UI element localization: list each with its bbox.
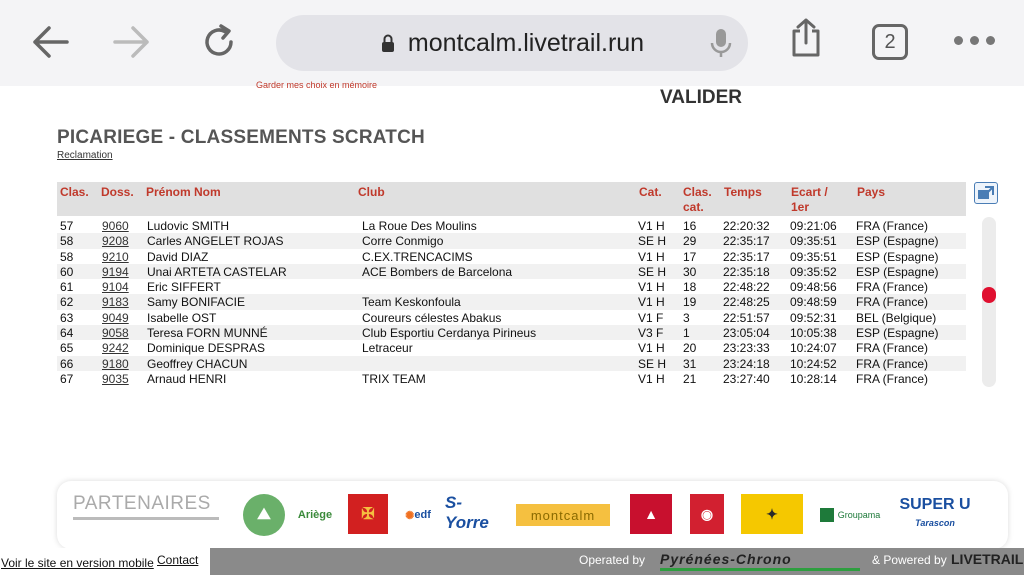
cell-bib[interactable]: 9058 bbox=[102, 326, 129, 341]
cell-rank: 57 bbox=[60, 219, 74, 233]
header-rank[interactable]: Clas. bbox=[60, 185, 89, 199]
lock-icon bbox=[380, 33, 396, 53]
validate-button[interactable]: VALIDER bbox=[660, 87, 742, 108]
cell-cat: SE H bbox=[638, 234, 667, 249]
cell-bib[interactable]: 9060 bbox=[102, 219, 129, 233]
mountain-logo-icon[interactable]: ⛰ bbox=[243, 494, 285, 536]
cell-time: 23:27:40 bbox=[723, 371, 770, 386]
cell-gap: 10:05:38 bbox=[790, 326, 837, 341]
cell-bib[interactable]: 9194 bbox=[102, 264, 129, 279]
pyrenees-chrono-logo[interactable]: Pyrénées-Chrono bbox=[660, 551, 792, 567]
remember-choices-link[interactable]: Garder mes choix en mémoire bbox=[256, 80, 378, 90]
cell-rank: 58 bbox=[60, 249, 74, 264]
super-u-logo[interactable]: SUPER U Tarascon bbox=[899, 496, 971, 528]
cell-bib[interactable]: 9035 bbox=[102, 371, 129, 386]
cell-name: Unai ARTETA CASTELAR bbox=[147, 264, 287, 279]
cell-country: FRA (France) bbox=[856, 371, 929, 386]
cell-bib[interactable]: 9208 bbox=[102, 234, 129, 249]
cell-cat-rank: 29 bbox=[683, 234, 697, 249]
cell-cat-rank: 30 bbox=[683, 264, 697, 279]
cell-cat: V3 F bbox=[638, 326, 664, 341]
aquaplanet-logo-icon[interactable]: ▲ bbox=[630, 494, 672, 534]
header-bib[interactable]: Doss. bbox=[101, 185, 134, 199]
cell-cat: V1 H bbox=[638, 280, 665, 295]
cell-name: Teresa FORN MUNNÉ bbox=[147, 326, 268, 341]
cell-club: ACE Bombers de Barcelona bbox=[362, 264, 513, 279]
operated-by-text: Operated by bbox=[579, 553, 646, 567]
cell-cat-rank: 31 bbox=[683, 356, 697, 371]
more-menu-icon[interactable] bbox=[954, 36, 995, 45]
cell-cat: SE H bbox=[638, 264, 667, 279]
cell-rank: 62 bbox=[60, 295, 74, 310]
cell-country: FRA (France) bbox=[856, 356, 929, 371]
address-bar[interactable] bbox=[276, 15, 748, 71]
header-time[interactable]: Temps bbox=[724, 185, 762, 199]
back-arrow-icon bbox=[29, 24, 69, 60]
cell-gap: 09:52:31 bbox=[790, 310, 837, 325]
cell-bib[interactable]: 9183 bbox=[102, 295, 129, 310]
cell-country: FRA (France) bbox=[856, 280, 929, 295]
cell-cat-rank: 16 bbox=[683, 219, 697, 233]
cell-name: Dominique DESPRAS bbox=[147, 341, 266, 356]
page-content bbox=[0, 80, 1024, 575]
cell-country: ESP (Espagne) bbox=[856, 249, 939, 264]
cell-time: 22:48:22 bbox=[723, 280, 770, 295]
cell-time: 22:51:57 bbox=[723, 310, 770, 325]
cell-rank: 66 bbox=[60, 356, 74, 371]
cell-time: 22:35:18 bbox=[723, 264, 770, 279]
cell-gap: 09:21:06 bbox=[790, 219, 837, 233]
cell-cat: SE H bbox=[638, 356, 667, 371]
cell-gap: 09:35:52 bbox=[790, 264, 837, 279]
header-category[interactable]: Cat. bbox=[639, 185, 662, 199]
cell-time: 22:20:32 bbox=[723, 219, 770, 233]
pyrenees-chrono-underline bbox=[660, 568, 860, 571]
cell-cat: V1 H bbox=[638, 341, 665, 356]
cell-cat: V1 F bbox=[638, 310, 664, 325]
cell-time: 23:23:33 bbox=[723, 341, 770, 356]
cell-cat-rank: 21 bbox=[683, 371, 697, 386]
livetrail-logo[interactable]: LIVETRAIL bbox=[951, 551, 1024, 567]
cell-cat: V1 H bbox=[638, 371, 665, 386]
cell-gap: 10:24:52 bbox=[790, 356, 837, 371]
header-club[interactable]: Club bbox=[358, 185, 385, 199]
cell-rank: 63 bbox=[60, 310, 74, 325]
cell-rank: 67 bbox=[60, 371, 74, 386]
scrollbar-thumb[interactable] bbox=[982, 287, 996, 303]
edf-logo[interactable]: ✺ edf bbox=[405, 509, 431, 522]
results-table bbox=[57, 182, 966, 386]
cell-country: FRA (France) bbox=[856, 295, 929, 310]
mobile-version-link[interactable]: Voir le site en version mobile bbox=[1, 556, 154, 570]
partners-label: PARTENAIRES bbox=[73, 493, 211, 514]
microphone-icon[interactable] bbox=[710, 27, 732, 59]
url-text: montcalm.livetrail.run bbox=[407, 28, 645, 57]
contact-link[interactable]: Contact bbox=[157, 553, 199, 567]
cell-cat-rank: 3 bbox=[683, 310, 690, 325]
back-button[interactable] bbox=[27, 22, 71, 62]
header-gap-line1: Ecart / bbox=[791, 185, 828, 199]
cell-cat-rank: 18 bbox=[683, 280, 697, 295]
browser-toolbar bbox=[0, 0, 1024, 86]
cell-country: BEL (Belgique) bbox=[856, 310, 937, 325]
table-row bbox=[57, 356, 966, 371]
table-row bbox=[57, 371, 966, 386]
nissan-logo-icon[interactable]: ◉ bbox=[690, 494, 724, 534]
cell-name: Arnaud HENRI bbox=[147, 371, 227, 386]
cell-name: David DIAZ bbox=[147, 249, 209, 264]
cell-club: Corre Conmigo bbox=[362, 234, 444, 249]
cell-cat-rank: 17 bbox=[683, 249, 697, 264]
table-body bbox=[57, 218, 966, 386]
reclamation-link[interactable]: Reclamation bbox=[57, 150, 113, 161]
table-row bbox=[57, 310, 966, 325]
cell-time: 22:35:17 bbox=[723, 249, 770, 264]
ariege-logo[interactable]: Ariège bbox=[297, 509, 333, 521]
footer-bar bbox=[0, 548, 1024, 575]
forward-arrow-icon bbox=[113, 24, 153, 60]
partners-banner bbox=[57, 481, 1008, 549]
cell-time: 23:24:18 bbox=[723, 356, 770, 371]
cell-club: Coureurs célestes Abakus bbox=[362, 310, 502, 325]
table-row bbox=[57, 279, 966, 294]
cell-name: Eric SIFFERT bbox=[147, 280, 221, 295]
header-gap-line2: 1er bbox=[791, 200, 810, 214]
header-country[interactable]: Pays bbox=[857, 185, 886, 199]
table-row bbox=[57, 325, 966, 340]
cell-name: Carles ANGELET ROJAS bbox=[147, 234, 284, 249]
header-category-rank[interactable] bbox=[683, 185, 712, 215]
cell-rank: 60 bbox=[60, 264, 74, 279]
cell-gap: 09:35:51 bbox=[790, 234, 837, 249]
share-icon bbox=[788, 17, 824, 59]
cell-country: ESP (Espagne) bbox=[856, 234, 939, 249]
cell-name: Isabelle OST bbox=[147, 310, 217, 325]
table-row bbox=[57, 340, 966, 355]
cell-name: Ludovic SMITH bbox=[147, 219, 230, 233]
header-gap[interactable] bbox=[791, 185, 828, 215]
meltonic-logo-icon[interactable]: ✦ bbox=[741, 494, 803, 534]
cell-bib[interactable]: 9049 bbox=[102, 310, 129, 325]
page-title: PICARIEGE - CLASSEMENTS SCRATCH bbox=[57, 127, 425, 148]
cell-country: FRA (France) bbox=[856, 219, 929, 233]
cell-country: ESP (Espagne) bbox=[856, 264, 939, 279]
table-row bbox=[57, 294, 966, 309]
cell-club: La Roue Des Moulins bbox=[362, 219, 477, 233]
export-icon[interactable] bbox=[974, 182, 998, 204]
cell-club: Letraceur bbox=[362, 341, 413, 356]
header-category-rank-line2: cat. bbox=[683, 200, 704, 214]
cell-time: 23:05:04 bbox=[723, 326, 770, 341]
tabs-button[interactable]: 2 bbox=[872, 24, 908, 60]
cell-cat-rank: 20 bbox=[683, 341, 697, 356]
reload-button[interactable] bbox=[197, 22, 241, 62]
occitanie-logo-icon[interactable]: ✠ bbox=[348, 494, 388, 534]
s-yorre-logo[interactable]: S-Yorre bbox=[445, 493, 489, 532]
groupama-logo[interactable]: Groupama bbox=[815, 505, 885, 525]
cell-gap: 09:48:59 bbox=[790, 295, 837, 310]
cell-time: 22:35:17 bbox=[723, 234, 770, 249]
reload-icon bbox=[199, 22, 239, 62]
cell-club: TRIX TEAM bbox=[362, 371, 426, 386]
cell-rank: 64 bbox=[60, 326, 74, 341]
header-name[interactable]: Prénom Nom bbox=[146, 185, 221, 199]
partners-underline bbox=[73, 517, 219, 520]
cell-gap: 10:24:07 bbox=[790, 341, 837, 356]
cell-country: ESP (Espagne) bbox=[856, 326, 939, 341]
share-button[interactable] bbox=[784, 18, 828, 58]
cell-club: Club Esportiu Cerdanya Pirineus bbox=[362, 326, 537, 341]
cell-cat-rank: 1 bbox=[683, 326, 690, 341]
cell-rank: 61 bbox=[60, 280, 74, 295]
table-row bbox=[57, 233, 966, 248]
forward-button[interactable] bbox=[111, 22, 155, 62]
cell-bib[interactable]: 9104 bbox=[102, 280, 129, 295]
cell-name: Samy BONIFACIE bbox=[147, 295, 246, 310]
header-category-rank-line1: Clas. bbox=[683, 185, 712, 199]
cell-cat: V1 H bbox=[638, 219, 665, 233]
cell-name: Geoffrey CHACUN bbox=[147, 356, 248, 371]
table-row bbox=[57, 249, 966, 264]
cell-rank: 58 bbox=[60, 234, 74, 249]
cell-gap: 10:28:14 bbox=[790, 371, 837, 386]
cell-rank: 65 bbox=[60, 341, 74, 356]
cell-bib[interactable]: 9210 bbox=[102, 249, 129, 264]
table-row bbox=[57, 264, 966, 279]
cell-cat: V1 H bbox=[638, 295, 665, 310]
cell-club: C.EX.TRENCACIMS bbox=[362, 249, 473, 264]
table-header bbox=[57, 182, 966, 216]
cell-country: FRA (France) bbox=[856, 341, 929, 356]
cell-gap: 09:35:51 bbox=[790, 249, 837, 264]
table-row bbox=[57, 218, 966, 233]
cell-cat: V1 H bbox=[638, 249, 665, 264]
cell-time: 22:48:25 bbox=[723, 295, 770, 310]
cell-bib[interactable]: 9242 bbox=[102, 341, 129, 356]
powered-by-text: & Powered by bbox=[872, 553, 947, 567]
cell-club: Team Keskonfoula bbox=[362, 295, 461, 310]
cell-gap: 09:48:56 bbox=[790, 280, 837, 295]
cell-cat-rank: 19 bbox=[683, 295, 697, 310]
montcalm-logo[interactable]: montcalm bbox=[516, 504, 610, 526]
cell-bib[interactable]: 9180 bbox=[102, 356, 129, 371]
